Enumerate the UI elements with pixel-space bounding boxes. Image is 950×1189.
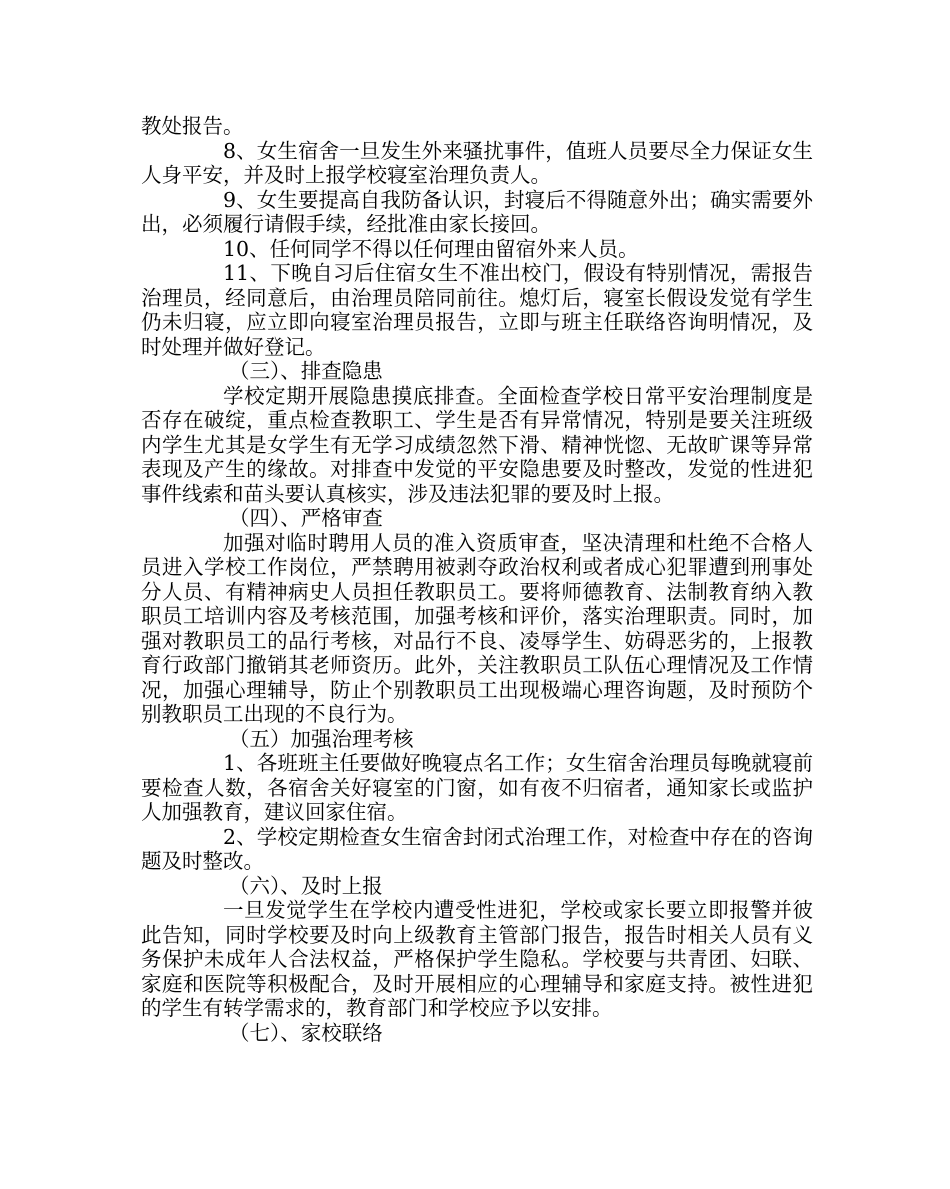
paragraph-section-6: 一旦发觉学生在学校内遭受性进犯，学校或家长要立即报警并彼此告知，同时学校要及时向上级教育主管部门报告，报告时相关人员有义务保护未成年人合法权益，严格保护学生隐私。学校要与共青团、妇联、家庭和医院等积极配合，及时开展相应的心理辅导和家庭支持。被性进犯的学生有转学需求的，教育部门和学校应予以安排。 [141,898,813,1020]
paragraph-item-10: 10、任何同学不得以任何理由留宿外来人员。 [223,236,639,261]
paragraph-section-5-item-1: 1、各班班主任要做好晚寝点名工作；女生宿舍治理员每晚就寝前要检查人数，各宿舍关好寝室的门窗，如有夜不归宿者，通知家长或监护人加强教育，建议回家住宿。 [141,751,813,824]
section-heading-6: （六）、及时上报 [229,873,383,898]
paragraph-item-8: 8、女生宿舍一旦发生外来骚扰事件，值班人员要尽全力保证女生人身平安，并及时上报学校寝室治理负责人。 [141,138,813,187]
paragraph-section-5-item-2: 2、学校定期检查女生宿舍封闭式治理工作，对检查中存在的咨询题及时整改。 [141,824,813,873]
paragraph-section-4: 加强对临时聘用人员的准入资质审查，坚决清理和杜绝不合格人员进入学校工作岗位，严禁聘用被剥夺政治权利或者成心犯罪遭到刑事处分人员、有精神病史人员担任教职员工。要将师德教育、法制教育纳入教职员工培训内容及考核范围，加强考核和评价，落实治理职责。同时，加强对教职员工的品行考核，对品行不良、凌辱学生、妨碍恶劣的，上报教育行政部门撤销其老师资历。此外，关注教职员工队伍心理情况及工作情况，加强心理辅导，防止个别教职员工出现极端心理咨询题，及时预防个别教职员工出现的不良行为。 [141,530,813,726]
paragraph-item-11: 11、下晚自习后住宿女生不准出校门，假设有特别情况，需报告治理员，经同意后，由治理员陪同前往。熄灯后，寝室长假设发觉有学生仍未归寝，应立即向寝室治理员报告，立即与班主任联络咨询明情况，及时处理并做好登记。 [141,261,813,359]
section-heading-3: （三）、排查隐患 [229,359,383,383]
paragraph-continuation: 教处报告。 [141,114,244,138]
document-page [141,114,813,1045]
paragraph-section-3: 学校定期开展隐患摸底排查。全面检查学校日常平安治理制度是否存在破绽，重点检查教职工、学生是否有异常情况，特别是要关注班级内学生尤其是女学生有无学习成绩忽然下滑、精神恍惚、无故旷课等异常表现及产生的缘故。对排查中发觉的平安隐患要及时整改，发觉的性进犯事件线索和苗头要认真核实，涉及违法犯罪的要及时上报。 [141,383,813,506]
section-heading-7: （七）、家校联络 [229,1020,383,1045]
paragraph-item-9: 9、女生要提高自我防备认识，封寝后不得随意外出；确实需要外出，必须履行请假手续，经批准由家长接回。 [141,187,813,236]
section-heading-5: （五）加强治理考核 [229,726,414,751]
section-heading-4: （四）、严格审查 [229,506,383,530]
